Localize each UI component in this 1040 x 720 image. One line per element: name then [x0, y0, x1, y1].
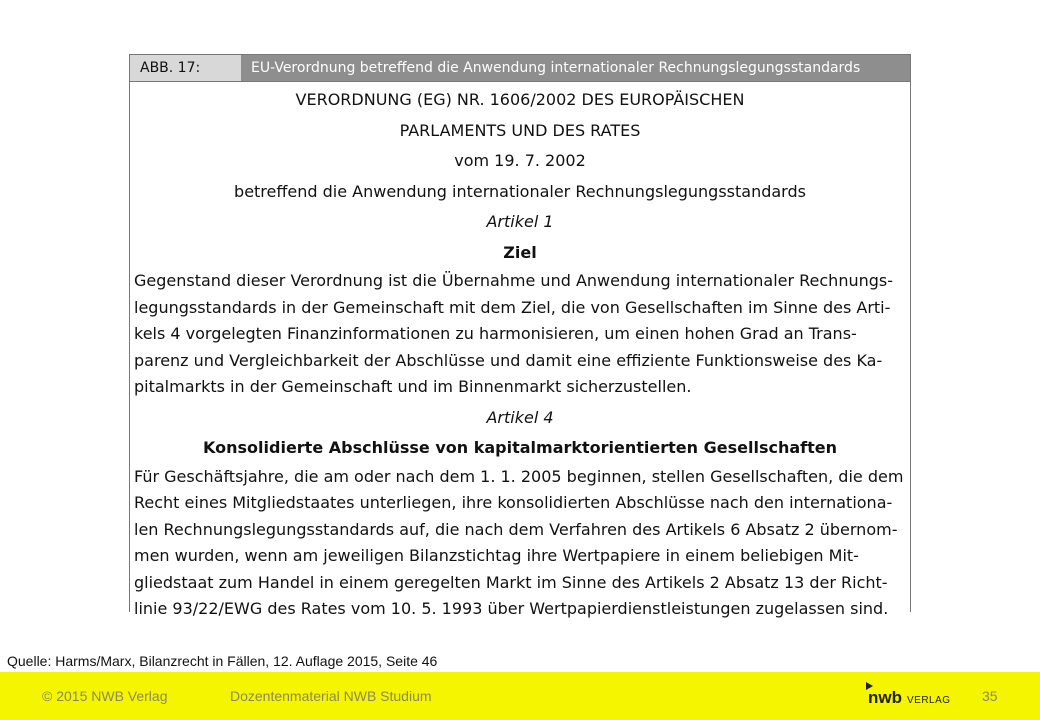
regulation-date: vom 19. 7. 2002	[454, 151, 586, 170]
article4-line: len Rechnungslegungsstandards auf, die nach dem Verfahren des Artikels 6 Absatz 2 übernom-	[134, 519, 898, 539]
article4-line: Für Geschäftsjahre, die am oder nach dem 1. 1. 2005 beginnen, stellen Gesellschaften, die dem	[134, 466, 904, 486]
article4-line: men wurden, wenn am jeweiligen Bilanzstichtag ihre Wertpapiere in einem beliebigen Mit-	[134, 546, 859, 565]
article1-line: Gegenstand dieser Verordnung ist die Übernahme und Anwendung internationaler Rechnungs-	[134, 271, 894, 290]
article4-line: gliedstaat zum Handel in einem geregelten Markt im Sinne des Artikels 2 Absatz 13 der Richt-	[134, 572, 888, 592]
logo-arrow-icon	[866, 682, 873, 690]
article4-paragraph	[134, 464, 906, 623]
article1-line: kels 4 vorgelegten Finanzinformationen zu harmonisieren, um einen hohen Grad an Trans-	[134, 324, 857, 343]
figure-title: EU-Verordnung betreffend die Anwendung internationaler Rechnungslegungsstandards	[241, 55, 910, 81]
figure-header	[130, 54, 910, 82]
article1-line: parenz und Vergleichbarkeit der Abschlüsse und damit eine effiziente Funktionsweise des Ka-	[134, 350, 883, 370]
figure-label: ABB. 17:	[130, 55, 241, 81]
article4-number: Artikel 4	[486, 407, 554, 427]
regulation-heading-line1: VERORDNUNG (EG) NR. 1606/2002 DES EUROPÄISCHEN	[295, 90, 745, 109]
article1-number: Artikel 1	[486, 212, 554, 231]
page-number: 35	[982, 688, 998, 704]
footer-bar	[0, 672, 1040, 720]
article4-line: Recht eines Mitgliedstaates unterliegen, ihre konsolidierten Abschlüsse nach den internationa-	[134, 493, 893, 512]
article4-title: Konsolidierte Abschlüsse von kapitalmarktorientierten Gesellschaften	[203, 438, 837, 457]
footer-copyright: © 2015 NWB Verlag	[42, 688, 168, 704]
nwb-logo	[868, 682, 951, 708]
figure-body	[130, 82, 910, 623]
source-citation: Quelle: Harms/Marx, Bilanzrecht in Fällen, 12. Auflage 2015, Seite 46	[7, 653, 438, 669]
footer-title: Dozentenmaterial NWB Studium	[230, 688, 432, 704]
regulation-heading-line2: PARLAMENTS UND DES RATES	[399, 120, 641, 140]
logo-subtext: VERLAG	[907, 695, 951, 706]
article1-title: Ziel	[503, 242, 537, 262]
logo-wordmark: nwb	[868, 688, 902, 707]
article1-line: pitalmarkts in der Gemeinschaft und im Binnenmarkt sicherzustellen.	[134, 377, 692, 396]
article1-paragraph	[134, 268, 906, 401]
figure-box	[129, 54, 911, 618]
article4-line: linie 93/22/EWG des Rates vom 10. 5. 1993 über Wertpapierdienstleistungen zugelassen sind.	[134, 599, 889, 618]
article1-line: legungsstandards in der Gemeinschaft mit dem Ziel, die von Gesellschaften im Sinne des Arti-	[134, 297, 891, 317]
regulation-subject: betreffend die Anwendung internationaler Rechnungslegungsstandards	[234, 181, 806, 201]
